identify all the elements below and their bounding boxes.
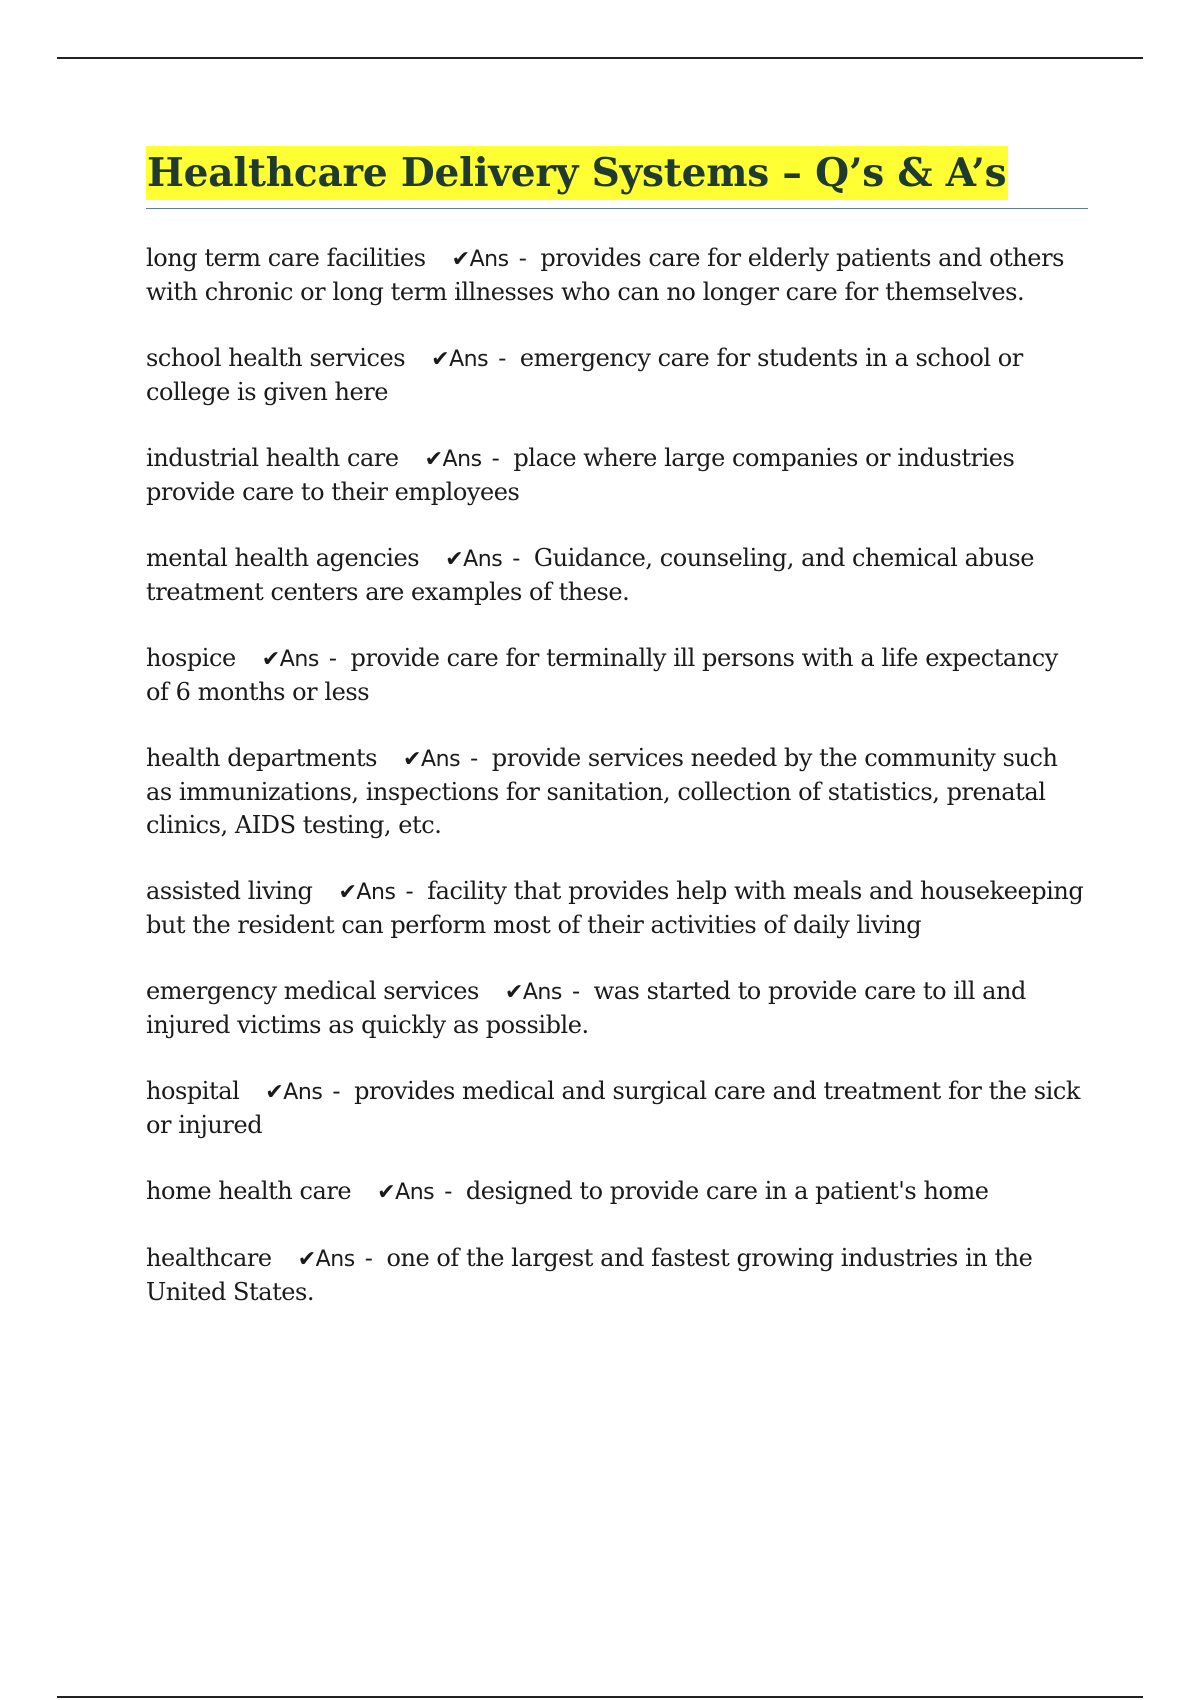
check-icon: ✔Ans [377, 1180, 435, 1205]
qa-answer: Guidance, counseling, and chemical abuse treatment centers are examples of these. [146, 544, 1034, 606]
qa-item [146, 542, 1086, 609]
qa-item [146, 975, 1086, 1042]
check-icon: ✔Ans [445, 547, 503, 572]
title-block [146, 146, 1088, 209]
qa-term: long term care facilities [146, 244, 426, 272]
qa-answer: facility that provides help with meals and housekeeping but the resident can perform most of their activities of daily living [146, 877, 1084, 939]
qa-term: home health care [146, 1177, 352, 1205]
answer-separator: - [518, 244, 527, 272]
answer-separator: - [328, 644, 337, 672]
document-title: Healthcare Delivery Systems – Q’s & A’s [146, 146, 1008, 200]
qa-term: healthcare [146, 1244, 272, 1272]
qa-item [146, 342, 1086, 409]
check-icon: ✔Ans [403, 747, 461, 772]
answer-separator: - [512, 544, 520, 572]
answer-marker [338, 877, 427, 905]
qa-answer: place where large companies or industries provide care to their employees [146, 444, 1015, 506]
answer-marker [505, 977, 594, 1005]
check-icon: ✔Ans [424, 447, 482, 472]
qa-item [146, 1075, 1086, 1142]
answer-separator: - [332, 1077, 341, 1105]
qa-answer: designed to provide care in a patient's home [465, 1177, 989, 1205]
answer-separator: - [405, 877, 414, 905]
answer-separator: - [491, 444, 500, 472]
qa-term: hospital [146, 1077, 240, 1105]
answer-marker [445, 544, 534, 572]
answer-marker [403, 744, 492, 772]
qa-answer: provide services needed by the community such as immunizations, inspections for sanitation, collection of statistics, prenatal clinics, AIDS testing, etc. [146, 744, 1058, 839]
qa-item [146, 442, 1086, 509]
qa-list [146, 242, 1086, 1342]
qa-answer: was started to provide care to ill and injured victims as quickly as possible. [146, 977, 1026, 1039]
qa-item [146, 742, 1086, 842]
answer-separator: - [571, 977, 580, 1005]
qa-answer: one of the largest and fastest growing industries in the United States. [146, 1244, 1033, 1306]
qa-term: mental health agencies [146, 544, 420, 572]
check-icon: ✔Ans [338, 880, 396, 905]
answer-marker [377, 1177, 466, 1205]
qa-item [146, 642, 1086, 709]
qa-term: emergency medical services [146, 977, 479, 1005]
check-icon: ✔Ans [504, 980, 562, 1005]
qa-term: health departments [146, 744, 378, 772]
qa-answer: provides care for elderly patients and others with chronic or long term illnesses who can no longer care for themselves. [146, 244, 1064, 306]
qa-term: hospice [146, 644, 236, 672]
check-icon: ✔Ans [261, 647, 319, 672]
answer-separator: - [470, 744, 478, 772]
qa-item [146, 1242, 1086, 1309]
bottom-rule [57, 1696, 1143, 1698]
answer-separator: - [498, 344, 506, 372]
answer-marker [265, 1077, 354, 1105]
answer-marker [262, 644, 351, 672]
answer-separator: - [364, 1244, 373, 1272]
qa-answer: provide care for terminally ill persons with a life expectancy of 6 months or less [146, 644, 1058, 706]
qa-term: school health services [146, 344, 406, 372]
check-icon: ✔Ans [297, 1247, 355, 1272]
qa-term: assisted living [146, 877, 313, 905]
qa-item [146, 1175, 1086, 1209]
qa-answer: provides medical and surgical care and treatment for the sick or injured [146, 1077, 1080, 1139]
check-icon: ✔Ans [265, 1080, 323, 1105]
answer-marker [298, 1244, 387, 1272]
answer-marker [452, 244, 541, 272]
answer-marker [431, 344, 520, 372]
check-icon: ✔Ans [451, 247, 509, 272]
answer-marker [425, 444, 514, 472]
qa-item [146, 242, 1086, 309]
answer-separator: - [444, 1177, 452, 1205]
qa-answer: emergency care for students in a school or college is given here [146, 344, 1023, 406]
qa-term: industrial health care [146, 444, 399, 472]
check-icon: ✔Ans [431, 347, 489, 372]
qa-item [146, 875, 1086, 942]
top-rule [57, 57, 1143, 59]
